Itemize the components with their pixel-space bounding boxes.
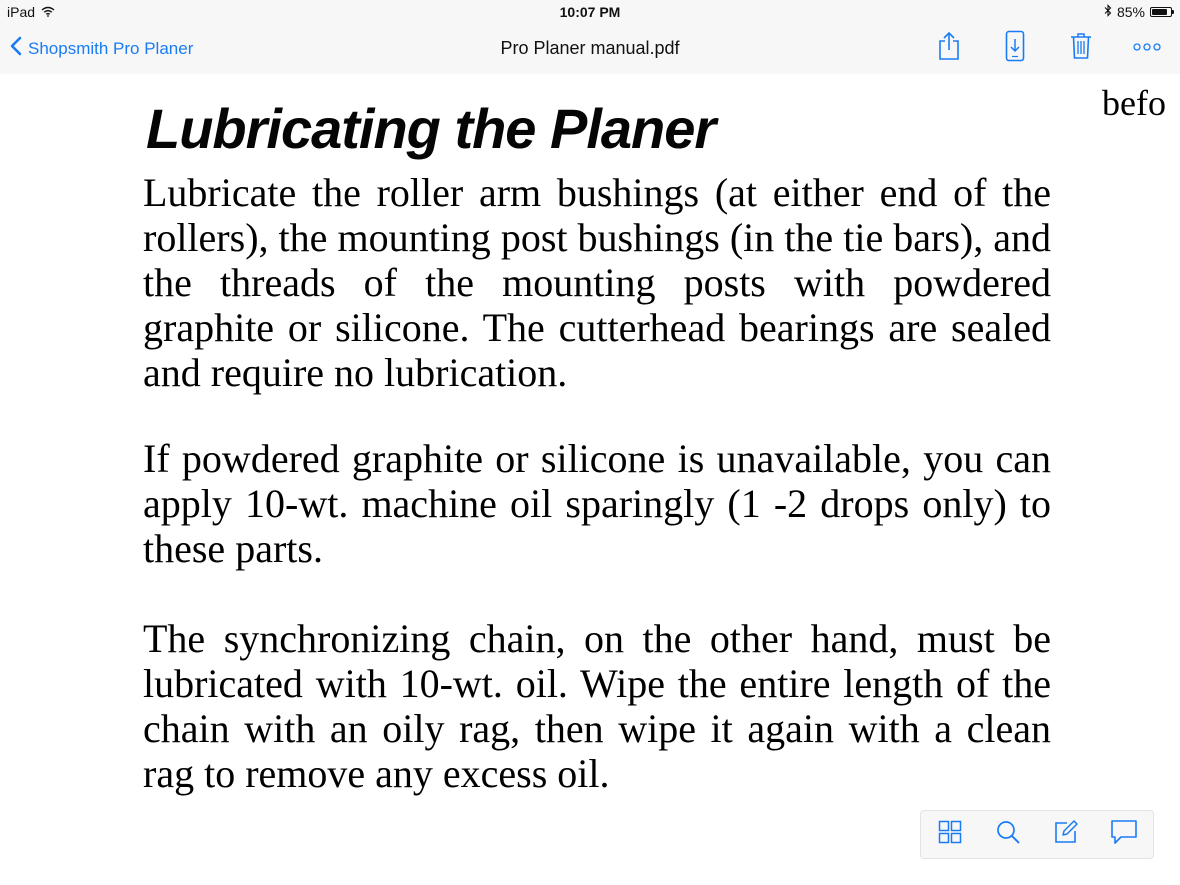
status-right — [1104, 4, 1172, 20]
document-page[interactable] — [0, 74, 1180, 885]
search-icon — [996, 820, 1020, 849]
paragraph: Lubricate the roller arm bushings (at either end of the rollers), the mounting post bushings (in the tie bars), and the threads of the mounting posts with powdered graphite or silicone. The cutterhead bearings are sealed and require no lubrication. — [143, 170, 1051, 395]
thumbnails-icon — [938, 820, 962, 849]
bluetooth-icon — [1104, 4, 1112, 20]
search-button[interactable] — [991, 818, 1025, 852]
status-bar — [0, 0, 1180, 24]
annotate-button[interactable] — [1049, 818, 1083, 852]
download-button[interactable] — [998, 31, 1032, 65]
back-button-label: Shopsmith Pro Planer — [28, 38, 194, 58]
comment-icon — [1110, 819, 1138, 850]
section-heading: Lubricating the Planer — [146, 97, 716, 160]
document-title: Pro Planer manual.pdf — [500, 38, 680, 58]
paragraph: If powdered graphite or silicone is unavailable, you can apply 10-wt. machine oil sparingly (1 -2 drops only) to these parts. — [143, 436, 1051, 571]
battery-nub — [1172, 10, 1174, 14]
share-button[interactable] — [932, 31, 966, 65]
delete-button[interactable] — [1064, 31, 1098, 65]
navigation-bar — [0, 24, 1180, 74]
nav-actions — [900, 31, 1164, 65]
more-icon — [1132, 39, 1162, 57]
more-button[interactable] — [1130, 31, 1164, 65]
device-name: iPad — [7, 4, 36, 20]
battery-fill — [1152, 9, 1167, 15]
thumbnails-button[interactable] — [933, 818, 967, 852]
paragraph: The synchronizing chain, on the other hand, must be lubricated with 10-wt. oil. Wipe the entire length of the chain with an oily rag, then wipe it again with a clean rag to remove any excess oil. — [143, 616, 1051, 796]
document-toolbar — [920, 810, 1154, 859]
trash-icon — [1070, 32, 1092, 65]
battery-icon — [1150, 7, 1172, 17]
adjacent-page-fragment: befo — [1102, 83, 1166, 123]
annotate-icon — [1053, 819, 1079, 850]
battery-percent: 85% — [1116, 4, 1145, 20]
comment-button[interactable] — [1107, 818, 1141, 852]
status-time: 10:07 PM — [559, 4, 621, 20]
share-icon — [937, 31, 961, 66]
download-icon — [1005, 30, 1025, 67]
